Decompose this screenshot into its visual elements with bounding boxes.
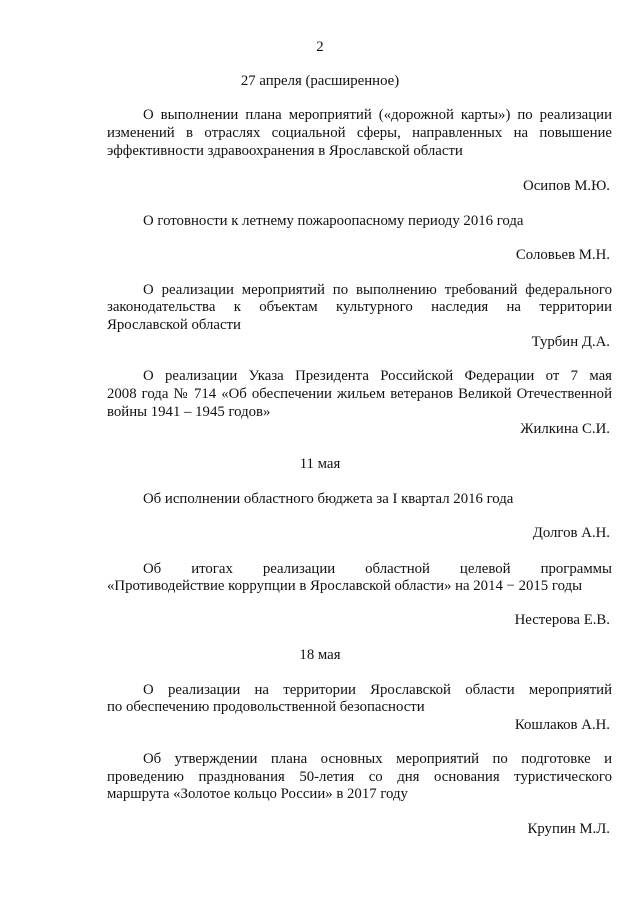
- item-text-line: законодательства к объектам культурного наследия на территории: [107, 299, 612, 315]
- item-text-line: по обеспечению продовольственной безопасности: [107, 699, 425, 715]
- speaker-name: Долгов А.Н.: [532, 525, 610, 541]
- item-text-line: Об исполнении областного бюджета за I квартал 2016 года: [143, 491, 514, 507]
- item-text-line: О реализации мероприятий по выполнению требований федерального: [143, 282, 612, 298]
- item-text-line: войны 1941 – 1945 годов»: [107, 404, 271, 420]
- section-date: 18 мая: [299, 647, 341, 663]
- item-text-line: «Противодействие коррупции в Ярославской области» на 2014 − 2015 годы: [107, 578, 583, 594]
- speaker-name: Жилкина С.И.: [520, 421, 610, 437]
- item-text-line: маршрута «Золотое кольцо России» в 2017 году: [107, 786, 408, 802]
- item-text-line: Об утверждении плана основных мероприятий по подготовке и: [143, 751, 612, 767]
- item-text-line: О выполнении плана мероприятий («дорожной карты») по реализации: [143, 107, 612, 123]
- item-text-line: изменений в отраслях социальной сферы, направленных на повышение: [107, 125, 612, 141]
- page-number: 2: [316, 39, 324, 55]
- item-text-line: Ярославской области: [107, 317, 241, 333]
- speaker-name: Крупин М.Л.: [527, 821, 610, 837]
- item-text-line: 2008 года № 714 «Об обеспечении жильем ветеранов Великой Отечественной: [107, 386, 612, 402]
- item-text-line: О готовности к летнему пожароопасному периоду 2016 года: [143, 213, 524, 229]
- speaker-name: Кошлаков А.Н.: [514, 717, 610, 733]
- item-text-line: Об итогах реализации областной целевой программы: [143, 561, 612, 577]
- item-text-line: О реализации Указа Президента Российской Федерации от 7 мая: [143, 368, 612, 384]
- speaker-name: Турбин Д.А.: [531, 334, 610, 350]
- speaker-name: Осипов М.Ю.: [523, 178, 610, 194]
- speaker-name: Нестерова Е.В.: [514, 612, 610, 628]
- section-date: 27 апреля (расширенное): [240, 73, 400, 89]
- item-text-line: проведению празднования 50-летия со дня основания туристического: [107, 769, 612, 785]
- speaker-name: Соловьев М.Н.: [515, 247, 610, 263]
- item-text-line: эффективности здравоохранения в Ярославской области: [107, 143, 463, 159]
- section-date: 11 мая: [299, 456, 341, 472]
- item-text-line: О реализации на территории Ярославской области мероприятий: [143, 682, 612, 698]
